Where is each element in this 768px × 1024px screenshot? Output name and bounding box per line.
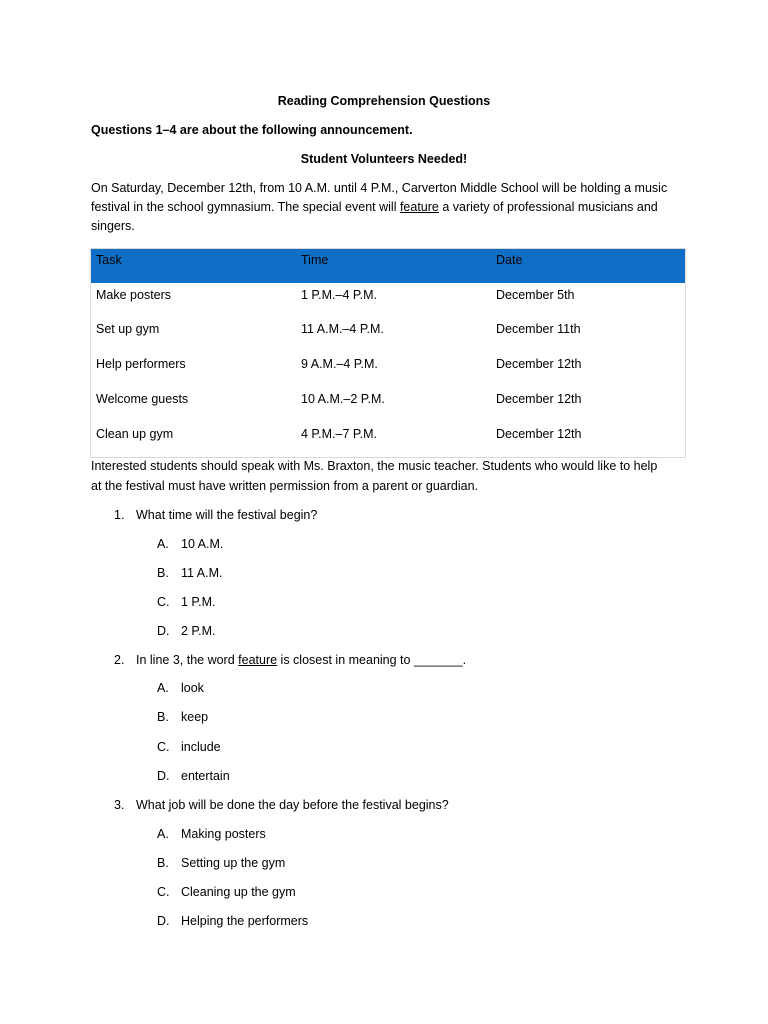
underlined-word-feature: feature: [238, 653, 278, 667]
option-letter: C.: [157, 740, 170, 754]
paragraph-line: On Saturday, December 12th, from 10 A.M. until 4 P.M., Carverton Middle School will be holding a music: [91, 181, 668, 195]
option-letter: D.: [157, 769, 170, 783]
option-text: 2 P.M.: [181, 624, 216, 638]
question-text-part: is closest in meaning to _______.: [277, 653, 467, 667]
option-text: 10 A.M.: [181, 537, 224, 551]
volunteer-schedule-table: [90, 248, 686, 458]
cell-task: Clean up gym: [96, 427, 174, 441]
cell-task: Make posters: [96, 288, 172, 302]
option-text: Cleaning up the gym: [181, 885, 296, 899]
cell-task: Welcome guests: [96, 392, 189, 406]
option-text: 1 P.M.: [181, 595, 216, 609]
option-text: keep: [181, 710, 209, 724]
option-text: look: [181, 681, 204, 695]
cell-date: December 12th: [496, 392, 582, 406]
option-text: include: [181, 740, 221, 754]
document-title: Reading Comprehension Questions: [277, 94, 491, 108]
option-letter: A.: [157, 681, 169, 695]
column-header-date: Date: [496, 253, 523, 267]
column-header-time: Time: [301, 253, 329, 267]
cell-task: Set up gym: [96, 322, 160, 336]
cell-date: December 12th: [496, 357, 582, 371]
question-number: 3.: [114, 798, 125, 812]
paragraph-line: at the festival must have written permission from a parent or guardian.: [91, 479, 478, 493]
option-letter: D.: [157, 624, 170, 638]
option-letter: B.: [157, 566, 169, 580]
table-row: [91, 283, 685, 318]
underlined-word-feature: feature: [399, 200, 439, 214]
questions-intro: Questions 1–4 are about the following announcement.: [91, 123, 413, 137]
option-letter: A.: [157, 827, 169, 841]
cell-date: December 5th: [496, 288, 575, 302]
cell-time: 4 P.M.–7 P.M.: [301, 427, 377, 441]
question-number: 1.: [114, 508, 125, 522]
paragraph-line: Interested students should speak with Ms. Braxton, the music teacher. Students who would like to help: [91, 459, 658, 473]
option-text: Making posters: [181, 827, 266, 841]
option-letter: C.: [157, 595, 170, 609]
option-letter: A.: [157, 537, 169, 551]
cell-time: 9 A.M.–4 P.M.: [301, 357, 378, 371]
cell-time: 1 P.M.–4 P.M.: [301, 288, 377, 302]
paragraph-line: singers.: [91, 219, 135, 233]
question-text-part: In line 3, the word: [136, 653, 239, 667]
option-text: 11 A.M.: [181, 566, 223, 580]
table-header-row: [91, 249, 685, 283]
option-letter: B.: [157, 710, 169, 724]
option-text: entertain: [181, 769, 230, 783]
paragraph-text: a variety of professional musicians and: [438, 200, 658, 214]
question-text: What time will the festival begin?: [136, 508, 318, 522]
table-row: [91, 388, 685, 423]
option-letter: B.: [157, 856, 169, 870]
question-number: 2.: [114, 653, 125, 667]
cell-date: December 11th: [496, 322, 581, 336]
cell-task: Help performers: [96, 357, 186, 371]
paragraph-text: festival in the school gymnasium. The special event will: [91, 200, 400, 214]
option-text: Helping the performers: [181, 914, 309, 928]
announcement-title: Student Volunteers Needed!: [300, 152, 468, 166]
cell-date: December 12th: [496, 427, 582, 441]
cell-time: 10 A.M.–2 P.M.: [301, 392, 385, 406]
table-row: [91, 353, 685, 388]
option-letter: C.: [157, 885, 170, 899]
option-text: Setting up the gym: [181, 856, 286, 870]
question-text: [136, 652, 466, 668]
cell-time: 11 A.M.–4 P.M.: [301, 322, 384, 336]
question-text: What job will be done the day before the festival begins?: [136, 798, 449, 812]
column-header-task: Task: [96, 253, 122, 267]
option-letter: D.: [157, 914, 170, 928]
table-row: [91, 423, 685, 458]
paragraph-line: [91, 199, 658, 215]
table-row: [91, 318, 685, 353]
